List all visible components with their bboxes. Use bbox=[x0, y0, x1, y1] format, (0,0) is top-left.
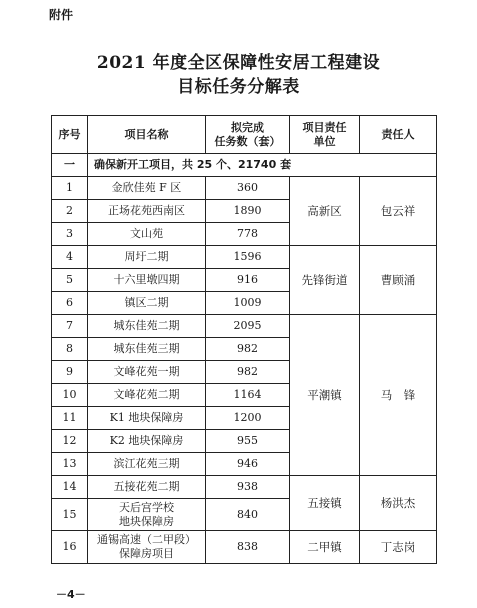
project-name: 城东佳苑二期 bbox=[88, 315, 206, 338]
attachment-label: 附件 bbox=[49, 8, 74, 22]
responsible-person: 丁志岗 bbox=[360, 531, 437, 564]
task-table bbox=[51, 115, 437, 564]
project-name: K2 地块保障房 bbox=[88, 430, 206, 453]
responsible-unit: 二甲镇 bbox=[290, 531, 360, 564]
project-name: 周圩二期 bbox=[88, 246, 206, 269]
row-number: 14 bbox=[52, 476, 88, 499]
row-number: 7 bbox=[52, 315, 88, 338]
responsible-person: 马 锋 bbox=[360, 315, 437, 476]
row-number: 12 bbox=[52, 430, 88, 453]
section-number: 一 bbox=[52, 154, 88, 177]
row-number: 3 bbox=[52, 223, 88, 246]
task-units: 1164 bbox=[206, 384, 290, 407]
header-index: 序号 bbox=[52, 116, 88, 154]
responsible-unit: 平潮镇 bbox=[290, 315, 360, 476]
page-title: 2021 年度全区保障性安居工程建设 bbox=[96, 53, 381, 73]
table-row bbox=[52, 531, 437, 564]
table-header-row bbox=[52, 116, 437, 154]
table-row bbox=[52, 177, 437, 200]
responsible-unit: 高新区 bbox=[290, 177, 360, 246]
project-name: 正场花苑西南区 bbox=[88, 200, 206, 223]
row-number: 13 bbox=[52, 453, 88, 476]
project-name: K1 地块保障房 bbox=[88, 407, 206, 430]
task-units: 946 bbox=[206, 453, 290, 476]
project-name: 滨江花苑三期 bbox=[88, 453, 206, 476]
project-name: 十六里墩四期 bbox=[88, 269, 206, 292]
row-number: 16 bbox=[52, 531, 88, 564]
responsible-person: 杨洪杰 bbox=[360, 476, 437, 531]
row-number: 1 bbox=[52, 177, 88, 200]
responsible-unit: 先锋街道 bbox=[290, 246, 360, 315]
project-name: 城东佳苑三期 bbox=[88, 338, 206, 361]
row-number: 4 bbox=[52, 246, 88, 269]
task-units: 1009 bbox=[206, 292, 290, 315]
task-units: 982 bbox=[206, 338, 290, 361]
project-name: 文峰花苑二期 bbox=[88, 384, 206, 407]
project-name: 五接花苑二期 bbox=[88, 476, 206, 499]
responsible-unit: 五接镇 bbox=[290, 476, 360, 531]
row-number: 11 bbox=[52, 407, 88, 430]
row-number: 6 bbox=[52, 292, 88, 315]
task-units: 1596 bbox=[206, 246, 290, 269]
page-number: －4－ bbox=[56, 588, 86, 601]
row-number: 9 bbox=[52, 361, 88, 384]
task-units: 1890 bbox=[206, 200, 290, 223]
section-row bbox=[52, 154, 437, 177]
task-units: 1200 bbox=[206, 407, 290, 430]
project-name: 文山苑 bbox=[88, 223, 206, 246]
row-number: 5 bbox=[52, 269, 88, 292]
header-responsible-person: 责任人 bbox=[360, 116, 437, 154]
responsible-person: 包云祥 bbox=[360, 177, 437, 246]
task-units: 838 bbox=[206, 531, 290, 564]
table-row bbox=[52, 476, 437, 499]
task-units: 360 bbox=[206, 177, 290, 200]
project-name: 金欣佳苑 F 区 bbox=[88, 177, 206, 200]
table-row bbox=[52, 246, 437, 269]
row-number: 15 bbox=[52, 499, 88, 531]
task-units: 840 bbox=[206, 499, 290, 531]
header-units: 拟完成 任务数（套） bbox=[206, 116, 290, 154]
table-row bbox=[52, 315, 437, 338]
project-name: 镇区二期 bbox=[88, 292, 206, 315]
task-units: 955 bbox=[206, 430, 290, 453]
row-number: 8 bbox=[52, 338, 88, 361]
task-units: 916 bbox=[206, 269, 290, 292]
page-subtitle: 目标任务分解表 bbox=[177, 77, 300, 97]
task-units: 938 bbox=[206, 476, 290, 499]
row-number: 10 bbox=[52, 384, 88, 407]
project-name: 天后宫学校 地块保障房 bbox=[88, 499, 206, 531]
section-text: 确保新开工项目，共 25 个、21740 套 bbox=[88, 154, 437, 177]
project-name: 文峰花苑一期 bbox=[88, 361, 206, 384]
project-name: 通锡高速（二甲段） 保障房项目 bbox=[88, 531, 206, 564]
task-units: 778 bbox=[206, 223, 290, 246]
task-units: 982 bbox=[206, 361, 290, 384]
row-number: 2 bbox=[52, 200, 88, 223]
header-responsible-unit: 项目责任 单位 bbox=[290, 116, 360, 154]
responsible-person: 曹顾涌 bbox=[360, 246, 437, 315]
task-units: 2095 bbox=[206, 315, 290, 338]
header-project-name: 项目名称 bbox=[88, 116, 206, 154]
